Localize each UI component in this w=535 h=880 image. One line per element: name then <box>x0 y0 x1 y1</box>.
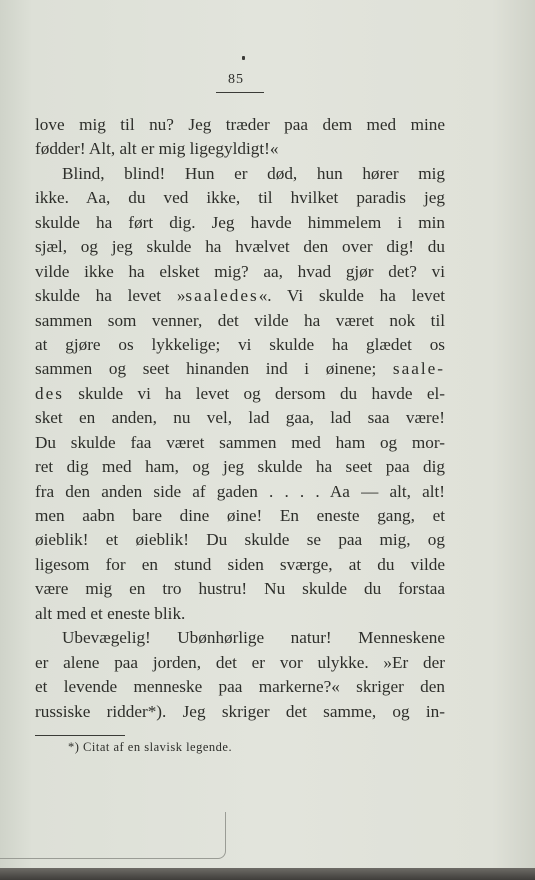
text-run: skulde ha ført dig. Jeg havde himmelem i min <box>35 212 445 232</box>
text-line <box>35 260 445 284</box>
text-run: «. Vi skulde ha levet <box>258 286 446 306</box>
text-run: sket en anden, nu vel, lad gaa, lad saa være! <box>35 408 445 428</box>
text-line <box>35 137 445 161</box>
text-line <box>35 700 445 724</box>
body-text <box>35 113 445 724</box>
text-run: ret dig med ham, og jeg skulde ha seet paa dig <box>35 457 445 477</box>
footnote: *) Citat af en slavisk legende. <box>68 740 233 754</box>
text-line <box>35 333 445 357</box>
text-line <box>35 553 445 577</box>
text-run: et levende menneske paa markerne?« skriger den <box>35 677 445 697</box>
footnote-divider <box>35 735 125 736</box>
text-run: skulde ha levet » <box>35 286 186 306</box>
text-run: sjæl, og jeg skulde ha hvælvet den over dig! du <box>35 237 445 257</box>
page-edge-shadow <box>0 868 535 880</box>
text-line <box>35 235 445 259</box>
text-line <box>35 309 445 333</box>
text-run: sammen og seet hinanden ind i øinene; <box>35 359 393 379</box>
text-run: sammen som venner, det vilde ha været nok til <box>35 310 445 330</box>
text-line <box>35 675 445 699</box>
text-run: være mig en tro hustru! Nu skulde du forstaa <box>35 579 445 599</box>
text-line <box>35 211 445 235</box>
text-line <box>35 431 445 455</box>
spaced-text: des <box>35 383 64 403</box>
text-line <box>35 455 445 479</box>
text-line <box>35 382 445 406</box>
text-line <box>35 504 445 528</box>
text-run: vilde ikke ha elsket mig? aa, hvad gjør det? vi <box>35 261 445 281</box>
text-line <box>35 357 445 381</box>
text-run: er alene paa jorden, det er vor ulykke. »Er der <box>35 652 445 672</box>
text-line <box>35 186 445 210</box>
text-line <box>35 626 445 650</box>
text-run: øieblik! et øieblik! Du skulde se paa mig, og <box>35 530 445 550</box>
text-line <box>35 651 445 675</box>
text-run: ligesom for en stund siden sværge, at du vilde <box>35 554 445 574</box>
text-run: Du skulde faa været sammen med ham og mor- <box>35 432 445 452</box>
text-line <box>35 577 445 601</box>
text-line <box>35 602 445 626</box>
ink-fleck <box>242 56 245 60</box>
text-run: alt med et eneste blik. <box>35 603 186 623</box>
text-line <box>35 284 445 308</box>
text-run: ikke. Aa, du ved ikke, til hvilket paradis jeg <box>35 188 445 208</box>
page-number-underline <box>216 92 264 93</box>
text-run: Blind, blind! Hun er død, hun hører mig <box>62 163 445 183</box>
text-line <box>35 113 445 137</box>
text-line <box>35 528 445 552</box>
text-run: Ubevægelig! Ubønhørlige natur! Menneskene <box>62 628 445 648</box>
text-line <box>35 480 445 504</box>
text-line <box>35 406 445 430</box>
text-line <box>35 162 445 186</box>
text-run: men aabn bare dine øine! En eneste gang, et <box>35 506 445 525</box>
paper-clip-impression <box>0 812 226 859</box>
spaced-text: saale- <box>392 359 445 379</box>
text-run: skulde vi ha levet og dersom du havde el- <box>63 383 445 403</box>
text-run: fødder! Alt, alt er mig ligegyldigt!« <box>35 139 279 159</box>
text-run: russiske ridder*). Jeg skriger det samme, og in- <box>35 701 445 721</box>
text-run: love mig til nu? Jeg træder paa dem med mine <box>35 115 445 134</box>
page-number: 85 <box>228 72 244 87</box>
text-run: at gjøre os lykkelige; vi skulde ha glædet os <box>35 334 445 354</box>
spaced-text: saaledes <box>185 286 259 306</box>
text-run: fra den anden side af gaden . . . . Aa — alt, alt! <box>35 481 445 501</box>
